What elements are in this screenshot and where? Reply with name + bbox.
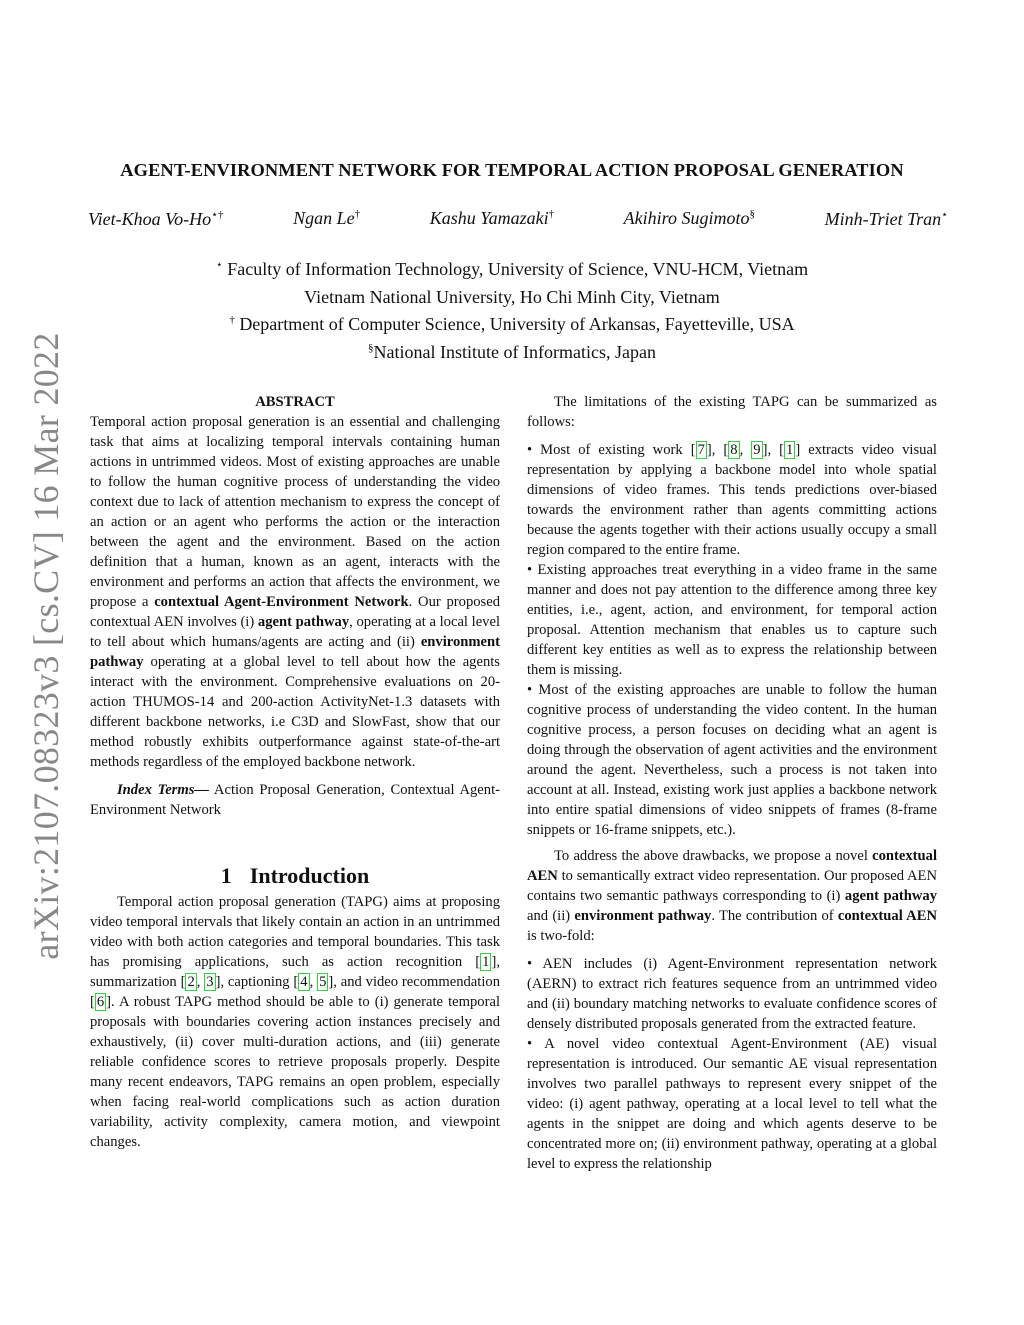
author: Ngan Le† (293, 208, 361, 228)
citation-link[interactable]: 9 (753, 442, 761, 458)
affiliation-line: † Department of Computer Science, University of Arkansas, Fayetteville, USA (229, 314, 795, 334)
bullet-item: • Most of existing work [ 7 ], [ 8 , 9 ], [ 1 ] extracts video visual representation by applying a backbone model into whole spatial dimensions of video frames. This tends predictions over-biased towards the environment rather than agents committing actions because the agents together with their actions usually occupy a small region compared to the entire frame. (527, 442, 937, 558)
author-list (88, 208, 948, 230)
section-heading-introduction: 1 Introduction (220, 863, 370, 888)
citation-link[interactable]: 6 (96, 994, 105, 1010)
limitations-intro: The limitations of the existing TAPG can be summarized as follows: (527, 394, 937, 430)
affiliation-line: Vietnam National University, Ho Chi Minh City, Vietnam (304, 286, 720, 307)
abstract-body: Temporal action proposal generation is an essential and challenging task that aims at localizing temporal intervals containing human actions in untrimmed videos. Most of existing approaches are unable to follow the human cognitive process of understanding the video context due to lack of attention mechanism to express the concept of an action or an agent who performs the action or the interaction between the agent and the environment. Based on the action definition that a human, known as an agent, interacts with the environment and performs an action that affects the environment, we propose a contextual Agent-Environment Network. Our proposed contextual AEN involves (i) agent pathway, operating at a local level to tell about which humans/agents are acting and (ii) environment pathway operating at a global level to tell about how the agents interact with the environment. Comprehensive evaluations on 20-action THUMOS-14 and 200-action ActivityNet-1.3 datasets with different backbone networks, i.e C3D and SlowFast, show that our method robustly exhibits outperformance against state-of-the-art methods regardless of the employed backbone network. (90, 414, 501, 770)
introduction-paragraph: Temporal action proposal generation (TAPG) aims at proposing video temporal intervals that likely contain an action in an untrimmed video with both action categories and temporal boundaries. This task has promising applications, such as action recognition [ 1 ], summarization [ 2 , 3 ], captioning [ 4 , 5 ], and video recommendation [ 6 ]. A robust TAPG method should be able to (i) generate temporal proposals with boundaries covering action instances precisely and exhaustively, (ii) cover multi-duration actions, and (iii) generate reliable confidence scores to retrieve proposals properly. Despite many recent endeavors, TAPG remains an open problem, especially when facing real-world complications such as action duration variability, activity complexity, camera motion, and viewpoint changes. (90, 894, 500, 1150)
arxiv-identifier: arXiv:2107.08323v3 [cs.CV] 16 Mar 2022 (26, 332, 66, 960)
proposal-paragraph: To address the above drawbacks, we propose a novel contextual AEN to semantically extract video representation. Our proposed AEN contains two semantic pathways corresponding to (i) agent pathway and (ii) environment pathway. The contribution of contextual AEN is two-fold: (527, 848, 937, 944)
citation-link[interactable]: 1 (786, 442, 794, 458)
affiliation-line: §National Institute of Informatics, Japan (368, 341, 656, 362)
contribution-bullet: • AEN includes (i) Agent-Environment representation network (AERN) to extract rich features sequence from an untrimmed video and (ii) boundary matching networks to evaluate confidence scores of densely distributed proposals generated from the extracted feature. (527, 956, 937, 1032)
affiliation-line: ⋆ Faculty of Information Technology, University of Science, VNU-HCM, Vietnam (215, 259, 809, 279)
author: Minh-Triet Tran⋆ (824, 209, 948, 229)
citation-link[interactable]: 7 (697, 442, 705, 458)
citation-link[interactable]: 3 (206, 974, 214, 990)
author: Viet-Khoa Vo-Ho⋆† (88, 209, 224, 229)
citation-link[interactable]: 5 (319, 974, 327, 990)
citation-link[interactable]: 4 (300, 974, 308, 990)
author: Akihiro Sugimoto§ (623, 208, 755, 228)
index-terms: Index Terms— Action Proposal Generation, Contextual Agent-Environment Network (90, 782, 500, 818)
citation-link[interactable]: 1 (482, 954, 490, 970)
bullet-item: • Most of the existing approaches are unable to follow the human cognitive process of understanding the video content. In the human cognitive process, a person focuses on deciding what an agent is doing through the observation of agent activities and the environment around the agent. Nevertheless, such a process is not taken into account at all. Instead, existing work just applies a backbone network into entire spatial dimensions of video snippets of frames (8-frame snippets or 16-frame snippets, etc.). (527, 682, 937, 838)
right-column (527, 392, 937, 1174)
abstract-heading: ABSTRACT (255, 394, 335, 410)
paper-title: AGENT-ENVIRONMENT NETWORK FOR TEMPORAL ACTION PROPOSAL GENERATION (120, 160, 904, 180)
left-column (90, 392, 500, 1152)
affiliations (112, 254, 912, 364)
author: Kashu Yamazaki† (429, 208, 555, 228)
contribution-bullet: • A novel video contextual Agent-Environment (AE) visual representation is introduced. Our semantic AE visual representation involves two parallel pathways to represent every snippet of the video: (i) agent pathway, operating at a local level to tell what the agents in the snippet are doing and which agents deserve to be concentrated more on; (ii) environment pathway, operating at a global level to express the relationship (527, 1036, 937, 1172)
bullet-item: • Existing approaches treat everything in a video frame in the same manner and does not pay attention to the difference among three key entities, i.e., agent, action, and environment, for temporal action proposal. Attention mechanism that enables us to capture such different key entities as well as to express the relationship between them is missing. (527, 562, 937, 678)
citation-link[interactable]: 2 (187, 974, 195, 990)
citation-link[interactable]: 8 (730, 442, 738, 458)
